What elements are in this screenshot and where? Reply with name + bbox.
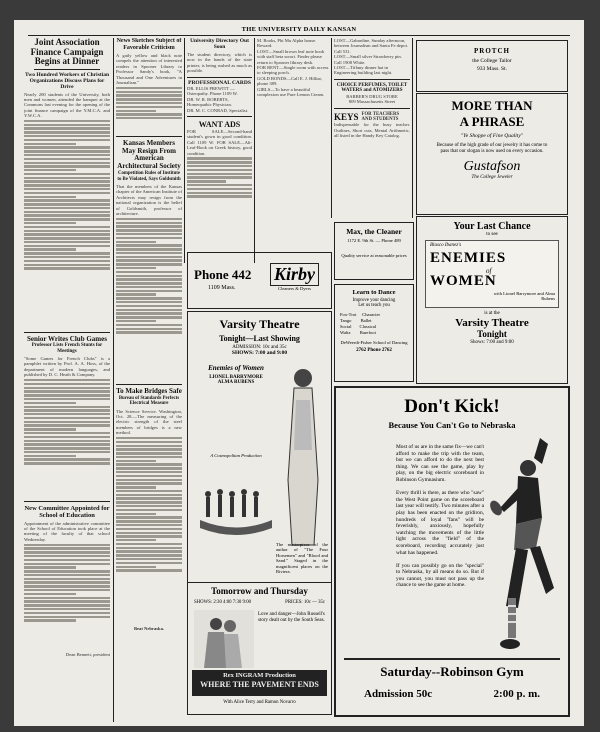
newspaper-page: [14, 20, 584, 726]
last-chance-tonight: Tonight: [477, 329, 507, 339]
headline-education-committee: New Committee Appointed for School of Education: [24, 504, 110, 519]
gustafson-slogan: "Ye Shoppe of Fine Quality": [460, 133, 524, 139]
last-chance-heading: Your Last Chance: [453, 221, 531, 232]
kirby-phone: Phone 442: [194, 267, 252, 282]
column-4-classifieds: M. Books, Phi Mu Alpha house. Reward. LOST—Small brown leaf note book with staff beta sorori. Finder please return to Spooner library desk. FOR RENT—Single room with access to sleeping porch. GOLD BONDS—Call E. J. Hilliar, phone 389. GIRLS—To have a beautiful complexion use Pure Lemon Cream.: [257, 38, 329, 98]
want-ads-continued: [187, 156, 252, 216]
dont-kick-time: 2:00 p. m.: [493, 688, 540, 700]
article-finance-continued: [24, 119, 110, 329]
pavement-banner: [192, 670, 327, 696]
dont-kick-footer: Saturday--Robinson Gym: [380, 664, 524, 679]
varsity-heading: Varsity Theatre: [219, 317, 300, 331]
dont-kick-admission: Admission 50c: [364, 688, 433, 700]
dont-kick-body: Most of us are in the same fix—we can't afford to make the trip with the team, but we can afford to do the next best thing. We can see the game, play by play, on the big electric scoreboard in Robinson Gymnasium. Every thrill is there, as there who "saw" the West Point game on the scoreboard last year will testify. Two minutes after a play has been enacted on the gridiron, hundreds of loyal "fans" will be feverishly, anxiously, hopefully watching the movements of the little light across the "field" of the scoreboard, recording accurately just what has happened. If you can possibly go on the "special" to Nebraska, by all means do so. But if you cannot, you must not pass up the chance to see the game at home.: [396, 444, 484, 589]
column-rule: [184, 38, 185, 263]
column-rule: [113, 38, 114, 722]
poster-title: Enemies of Women: [208, 364, 264, 372]
ad-keys-subtitle: FOR TEACHERS AND STUDENTS: [361, 111, 400, 123]
last-chance-to-see: to see: [486, 232, 498, 237]
ad-gustafson: [416, 93, 568, 215]
varsity-admission: ADMISSION: 10c and 35c: [232, 345, 287, 350]
headline-directory: University Directory Out Soon: [190, 38, 249, 50]
pavement-couple-illustration: [194, 610, 254, 668]
column-1: [24, 38, 110, 722]
kirby-logo-subtitle: Cleaners & Dyers: [278, 286, 311, 291]
dance-phone: 2762 Phone 2762: [356, 348, 392, 353]
article-directory: The student directory, which is now in the hands of the state printer, is being rushed as much as possible.: [187, 52, 252, 74]
article-architecture-society: That the members of the Kansas chapter of the American Institute of Architects may resign from the national organization is the belief of Goldsmith, professor of architecture.: [116, 184, 182, 217]
article-architecture-continued: [116, 216, 182, 381]
article-club-games: "Some Games for French Clubs" is a pamphlet written by Prof. A. A. Hoss, of the department of modern languages, and published by D. C. Heath & Company.: [24, 356, 110, 378]
last-chance-at: is at the: [484, 311, 500, 316]
banner-cast: with Lionel Barrymore and Alma Rubens: [493, 291, 555, 301]
masthead: [28, 26, 570, 36]
a-phrase-heading: A PHRASE: [459, 114, 525, 129]
beat-nebraska: Beat Nebraska.: [133, 625, 165, 631]
pavement-blurb: Love and danger—John Russell's story dealt out by the South Seas.: [258, 612, 325, 623]
article-news-sketches: A gaily yellow and black note compels the attention of interested readers in Spooner Library to Professor Sandy's book, "A Thousand and One Adventures in Journalism.": [116, 53, 182, 86]
headline-bridges-safe: To Make Bridges Safe: [116, 387, 182, 396]
protch-address: 933 Mass. St.: [477, 66, 507, 72]
column-2: [116, 38, 182, 722]
kirby-logo: Kirby: [270, 263, 319, 286]
ad-kirby-cleaners: [187, 252, 332, 309]
protch-subtitle: the College Tailor: [472, 58, 512, 64]
column-5: [334, 38, 410, 218]
tomorrow-shows: SHOWS: 2:30 4:00 7:30 9:00: [194, 600, 252, 605]
article-bridges-safe: The Science Service. Washington, Oct. 28.—The measuring of the electric strength of the steel members of bridges is a new method.: [116, 408, 182, 436]
subhead-finance-campaign: Two Hundred Workers of Christian Organizations Discuss Plans for Drive: [24, 71, 110, 90]
pavement-cast: With Alice Terry and Ramon Novarro: [223, 700, 296, 705]
want-ads-heading: WANT ADS: [198, 120, 241, 130]
professional-cards: DR. ELLIS PREWITT — Osteopathy. Phone 1109 W. DR. W. R. ROBERTS, Homeopathic Physician. DR. M. C. CONRAD, Specialist.: [187, 86, 249, 113]
football-player-illustration: [488, 438, 560, 658]
pavement-rex-ingram: Rex INGRAM Production: [223, 672, 296, 679]
headline-finance-campaign: Joint Association Finance Campaign Begins at Dinner: [30, 38, 104, 66]
max-name: Max, the Cleaner: [346, 227, 402, 236]
varsity-shows: SHOWS: 7:00 and 9:00: [231, 350, 288, 356]
classifieds-lost: LOST—Gabardine, Sunday afternoon, between Journalism and Santa Fe depot. Call 531. LOST—Small silver Strawberry pin. Call 1908 White. LOST—Tiffany dinner hat in Engineering building last night.: [334, 38, 408, 76]
article-bridges-continued: [116, 436, 182, 626]
poster-production: A Cosmopolitan Production: [210, 453, 262, 458]
masthead-title: THE UNIVERSITY DAILY KANSAN: [241, 26, 357, 33]
poster-dancers-illustration: [196, 480, 276, 550]
varsity-description: The masterpiece of the author of "The Four Horsemen" and "Blood and Sand." Staged in the magnificent places on the Riviera.: [276, 542, 328, 575]
headline-club-games: Senior Writes Club Games: [27, 334, 107, 343]
dance-school: DeWeerdt-Fisher School of Dancing: [340, 340, 408, 345]
column-rule: [412, 38, 413, 218]
article-sketches-continued: [116, 85, 182, 133]
ad-perfumes: CHOICE PERFUMES, TOILET WATERS and ATOMIZERS: [336, 82, 408, 94]
ad-learn-to-dance: [334, 284, 414, 382]
poster-enemies-of-women: [196, 360, 276, 570]
dance-styles-list: Fox-Trot Character Tango Ballet Social Classical Waltz Barefoot: [340, 312, 381, 335]
tomorrow-thursday-heading: Tomorrow and Thursday: [211, 586, 308, 596]
dont-kick-subheading: Because You Can't Go to Nebraska: [388, 420, 516, 430]
gustafson-subtitle: The College Jeweler: [471, 175, 513, 180]
banner-title-enemies: ENEMIES: [430, 250, 507, 266]
kirby-address: 1109 Mass.: [208, 285, 236, 291]
column-3: [187, 38, 252, 263]
dance-subtitle: Improve your dancing Let us teach you: [352, 298, 396, 308]
poster-woman-figure: [278, 360, 328, 550]
ad-last-chance: [416, 216, 568, 384]
ad-keys-body: Indispensable for the busy teacher. Outlines, Short cuts, Mental Arithmetic, all listed in the Handy Key Catalog.: [334, 122, 410, 139]
max-tagline: Quality service at reasonable prices: [341, 253, 407, 258]
protch-name: PROTCH: [474, 47, 510, 55]
ad-varsity-theatre: [187, 311, 332, 715]
ad-protch: [416, 40, 568, 92]
max-address: 1172 E. 9th St. — Phone 489: [347, 238, 401, 243]
pavement-title: WHERE THE PAVEMENT ENDS: [200, 680, 319, 689]
ad-barbers-drug-store: BARBER'S DRUG STORE 809 Massachusetts Street: [346, 94, 398, 105]
subhead-club-games: Professor Lists French Stunts for Meetings: [31, 343, 103, 354]
banner-title-women: WOMEN: [430, 273, 497, 289]
last-chance-shows: Shows: 7:00 and 9:00: [470, 340, 514, 345]
dance-heading: Learn to Dance: [352, 289, 396, 296]
professional-cards-heading: PROFESSIONAL CARDS: [188, 79, 251, 86]
want-ads-list: FOR SALE—Second-hand student's gown in good condition. Call 1109 W. FOR SALE—Alt-Leaf-Book on Greek history, good condition.: [187, 129, 252, 156]
ad-dont-kick: [334, 386, 570, 717]
varsity-tonight-last: Tonight—Last Showing: [219, 334, 300, 343]
subhead-architecture-society: Competition Rules of Institute to Be Violated, Says Goldsmith: [117, 171, 181, 182]
gustafson-signature: Gustafson: [463, 159, 521, 174]
headline-news-sketches: News Sketches Subject of Favorable Criticism: [116, 38, 182, 51]
article-education-committee: Appointment of the administrative committee of the School of Education took place at the meeting of the faculty of that school Wednesday.: [24, 520, 110, 542]
column-rule: [254, 38, 255, 263]
headline-architecture-society: Kansas Members May Resign From American Architectural Society: [117, 139, 181, 170]
gustafson-body: Because of the high grade of our jewelry it has come to pass that our slogan is now used on every occasion.: [436, 143, 548, 154]
banner-title-of: of: [486, 267, 492, 275]
tomorrow-prices: PRICES: 10c — 35c: [285, 600, 325, 605]
article-finance-campaign: Nearly 200 students of the University, both men and women, attended the banquet at the Commons last evening for the opening of the joint finance campaign of the Y.M.C.A. and Y.W.C.A.: [24, 91, 110, 119]
column-rule: [331, 38, 332, 218]
ad-max-cleaner: [334, 222, 414, 280]
more-than-heading: MORE THAN: [451, 98, 533, 113]
banner-author: Blasco Ibanez's: [430, 243, 462, 248]
dont-kick-heading: Don't Kick!: [404, 396, 500, 417]
article-club-continued: [24, 378, 110, 498]
ad-keys-title: KEYS: [334, 111, 359, 122]
poster-cast: LIONEL BARRYMORE ALMA RUBENS: [209, 375, 263, 385]
subhead-bridges-safe: Bureau of Standards Perfects Electrical Measure: [118, 395, 180, 407]
article-signature: Dean Bennett, president: [65, 652, 110, 658]
enemies-of-women-banner: [425, 240, 559, 308]
last-chance-theatre: Varsity Theatre: [455, 317, 529, 329]
article-education-continued: [24, 542, 110, 652]
